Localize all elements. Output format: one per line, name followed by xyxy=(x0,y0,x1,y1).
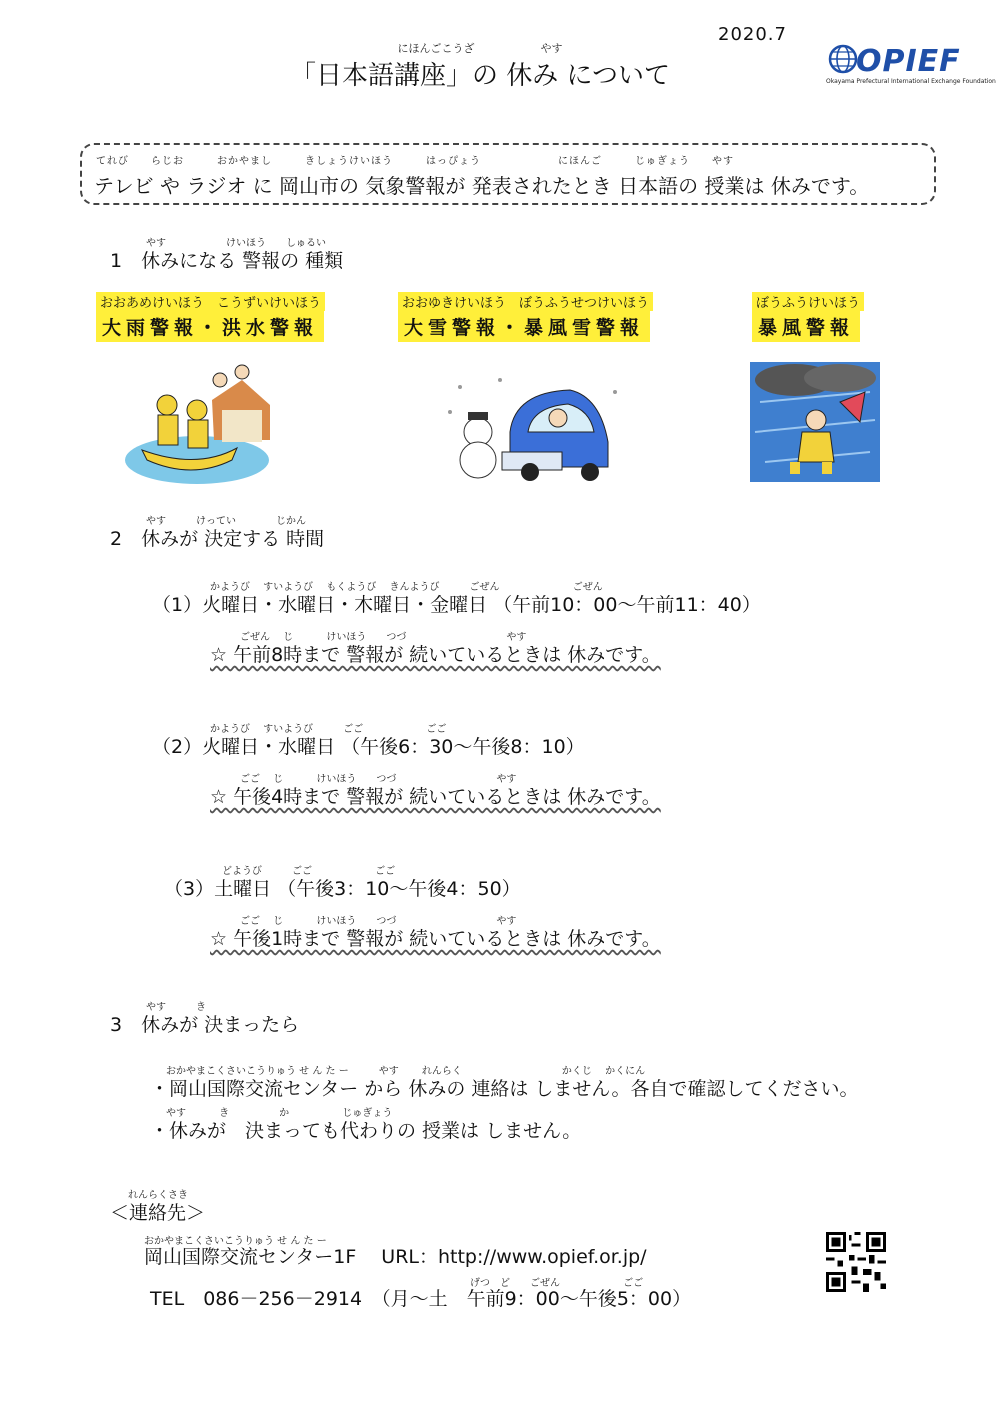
section3-line1: ・岡山国際交流センター から 休みの 連絡は しません。各自で確認してください。 xyxy=(150,1078,859,1100)
section3-heading: 3 休みが 決まったら xyxy=(110,1014,300,1036)
section2-ruby: やす けってい じかん xyxy=(146,516,306,527)
document-date: 2020.7 xyxy=(718,24,787,45)
section3-ruby: やす き xyxy=(146,1002,206,1013)
warning-ruby-snow: おおゆきけいほう ぼうふうせつけいほう xyxy=(398,292,653,311)
qr-code xyxy=(826,1232,886,1292)
warning-ruby-storm: ぼうふうけいほう xyxy=(752,292,864,311)
logo-wordmark: OPIEF xyxy=(856,44,961,79)
contact-tel: TEL 086－256－2914 （月～土 午前9：00～午後5：00） xyxy=(150,1288,692,1310)
snow-illustration xyxy=(440,372,630,482)
contact-heading: ＜連絡先＞ xyxy=(110,1202,206,1224)
contact-tel-ruby: げつ ど ごぜん ごご xyxy=(470,1278,644,1289)
item3-note-ruby: ごご じ けいほう つづ やす xyxy=(240,916,517,927)
item2-text: （2）火曜日・水曜日 （午後6：30～午後8：10） xyxy=(152,736,585,758)
page-title: 「日本語講座」の 休み について xyxy=(289,61,670,91)
section3-line2: ・休みが 決まっても代わりの 授業は しません。 xyxy=(150,1120,582,1142)
item1-text: （1）火曜日・水曜日・木曜日・金曜日 （午前10：00～午前11：40） xyxy=(152,594,761,616)
item2-note-ruby: ごご じ けいほう つづ やす xyxy=(240,774,517,785)
storm-illustration xyxy=(750,362,880,482)
logo-subtitle: Okayama Prefectural International Exchange Foundation xyxy=(826,78,996,85)
warning-ruby-rain: おおあめけいほう こうずいけいほう xyxy=(96,292,325,311)
notice-text: テレビ や ラジオ に 岡山市の 気象警報が 発表されたとき 日本語の 授業は 休みです。 xyxy=(94,174,870,198)
item1-note: ☆ 午前8時まで 警報が 続いているときは 休みです。 xyxy=(210,644,661,666)
item3-note: ☆ 午後1時まで 警報が 続いているときは 休みです。 xyxy=(210,928,661,950)
contact-address: 岡山国際交流センター1F URL：http://www.opief.or.jp/ xyxy=(144,1246,647,1268)
section1-ruby: やす けいほう しゅるい xyxy=(146,238,326,249)
flood-illustration xyxy=(122,360,272,490)
item3-ruby: どようび ごご ごご xyxy=(222,866,396,877)
contact-heading-ruby: れんらくさき xyxy=(128,1190,188,1201)
title-ruby: にほんごこうざ やす xyxy=(397,42,563,55)
section1-heading: 1 休みになる 警報の 種類 xyxy=(110,250,344,272)
item1-ruby: かようび すいようび もくようび きんようび ごぜん ごぜん xyxy=(210,582,603,593)
item3-text: （3）土曜日 （午後3：10～午後4：50） xyxy=(164,878,521,900)
notice-ruby: てれび らじお おかやまし きしょうけいほう はっぴょう にほんご じゅぎょう やす xyxy=(96,156,734,167)
item1-note-ruby: ごぜん じ けいほう つづ やす xyxy=(240,632,527,643)
section3-line1-ruby: おかやまこくさいこうりゅう せ ん た ー やす れんらく かくじ かくにん xyxy=(166,1066,646,1077)
item2-ruby: かようび すいようび ごご ごご xyxy=(210,724,447,735)
warning-label-rain: 大雨警報・洪水警報 xyxy=(96,311,324,342)
warning-label-storm: 暴風警報 xyxy=(752,311,860,342)
section3-line2-ruby: やす き か じゅぎょう xyxy=(166,1108,393,1119)
section2-heading: 2 休みが 決定する 時間 xyxy=(110,528,325,550)
warning-label-snow: 大雪警報・暴風雪警報 xyxy=(398,311,650,342)
item2-note: ☆ 午後4時まで 警報が 続いているときは 休みです。 xyxy=(210,786,661,808)
contact-address-ruby: おかやまこくさいこうりゅう せ ん た ー xyxy=(144,1236,327,1247)
